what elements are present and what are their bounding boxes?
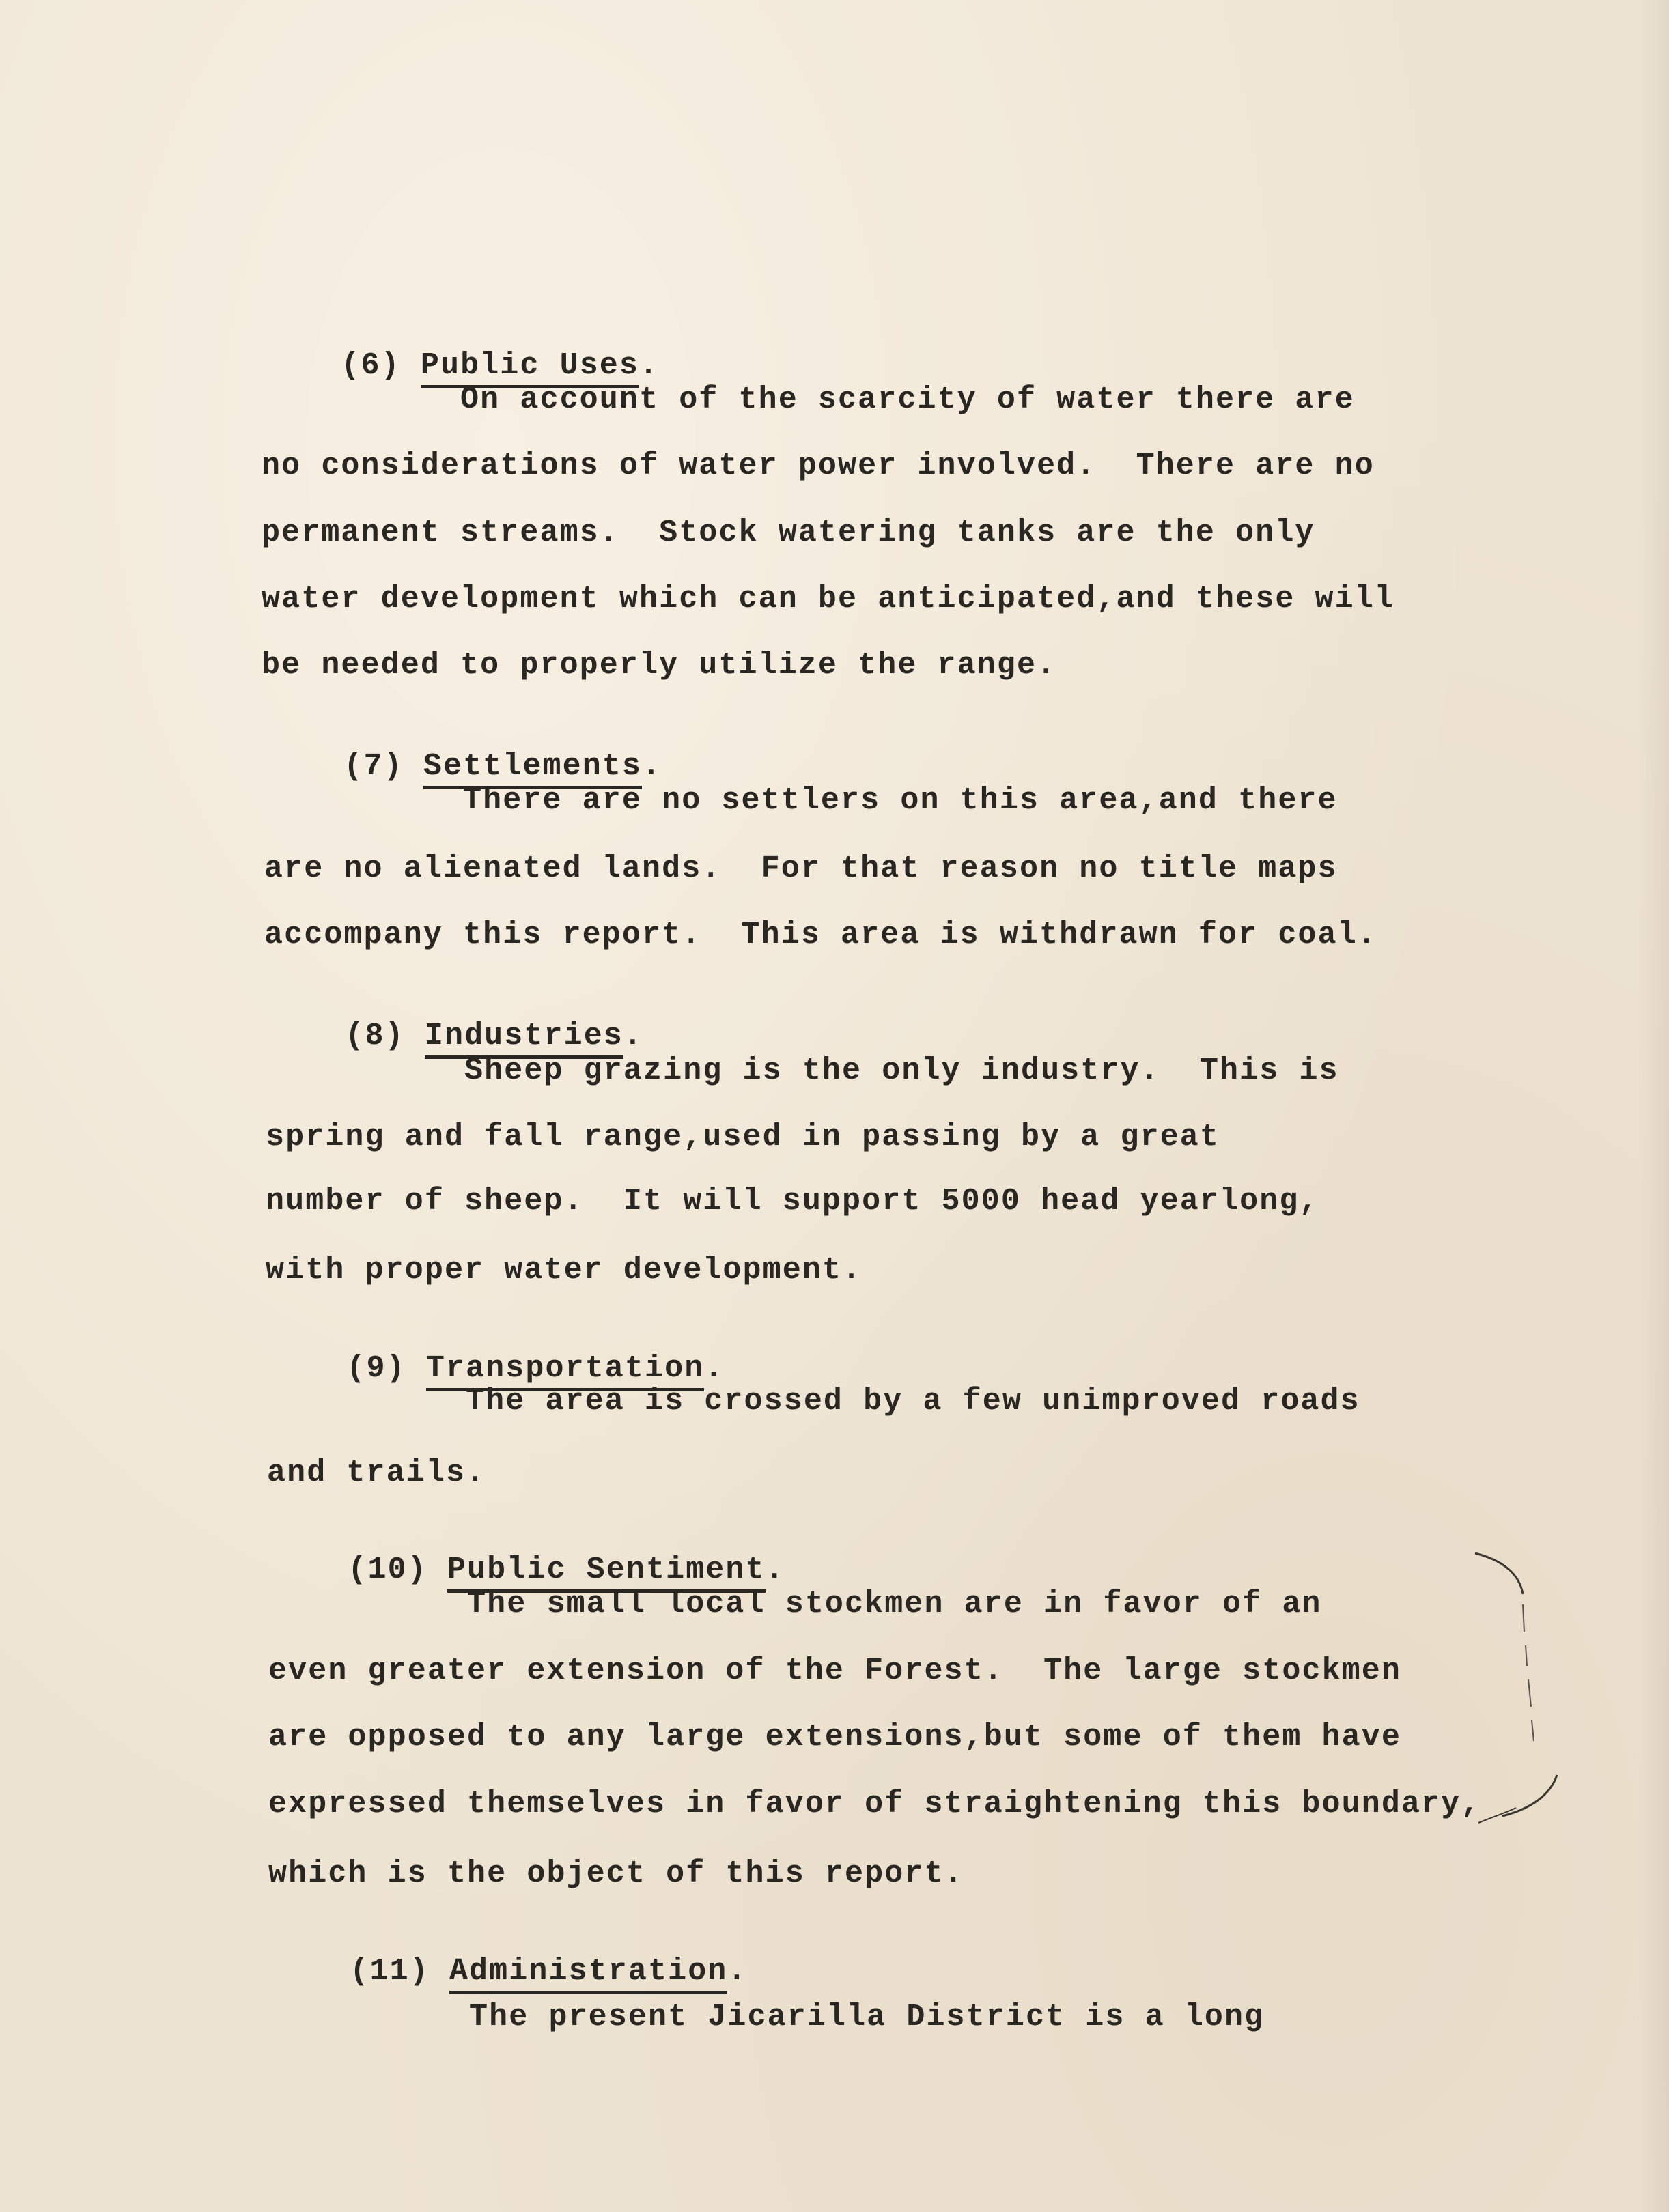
- body-line: Sheep grazing is the only industry. This is: [266, 1053, 1339, 1088]
- heading-number: (9): [346, 1351, 406, 1386]
- body-line: no considerations of water power involved. There are no: [262, 449, 1375, 483]
- heading-title: Public Sentiment: [447, 1552, 766, 1593]
- body-line: On account of the scarcity of water there are: [262, 382, 1355, 417]
- heading-title: Public Uses: [421, 348, 639, 388]
- body-line: The area is crossed by a few unimproved roads: [267, 1384, 1360, 1419]
- heading-title: Transportation: [426, 1351, 704, 1391]
- body-line: even greater extension of the Forest. The large stockmen: [268, 1654, 1401, 1688]
- heading-end: .: [642, 749, 662, 784]
- body-line: with proper water development.: [266, 1253, 862, 1288]
- heading-number: (6): [341, 348, 401, 383]
- body-line: The small local stockmen are in favor of an: [268, 1587, 1322, 1621]
- heading-title: Settlements: [423, 749, 642, 789]
- heading-end: .: [639, 348, 660, 383]
- body-line: expressed themselves in favor of straightening this boundary,: [268, 1787, 1481, 1821]
- heading-number: (11): [350, 1954, 430, 1989]
- heading-end: .: [765, 1552, 785, 1587]
- body-line: are opposed to any large extensions,but some of them have: [268, 1720, 1401, 1755]
- body-line: be needed to properly utilize the range.: [262, 648, 1057, 683]
- body-line: The present Jicarilla District is a long: [270, 2000, 1265, 2034]
- body-line: There are no settlers on this area,and there: [264, 783, 1338, 818]
- body-line: number of sheep. It will support 5000 head yearlong,: [266, 1184, 1319, 1219]
- heading-end: .: [727, 1954, 748, 1989]
- body-line: and trails.: [267, 1456, 486, 1490]
- body-line: are no alienated lands. For that reason no title maps: [264, 851, 1338, 886]
- body-line: which is the object of this report.: [268, 1856, 964, 1891]
- body-line: water development which can be anticipated,and these will: [262, 582, 1394, 616]
- body-line: spring and fall range,used in passing by a great: [266, 1120, 1220, 1154]
- heading-number: (7): [343, 749, 404, 784]
- heading-end: .: [704, 1351, 725, 1386]
- heading-title: Industries: [425, 1019, 623, 1059]
- heading-number: (10): [348, 1552, 427, 1587]
- heading-number: (8): [345, 1019, 405, 1053]
- body-line: accompany this report. This area is withdrawn for coal.: [264, 918, 1377, 952]
- pencil-bracket-mark: [1455, 1536, 1577, 1877]
- page-edge-shadow: [1638, 0, 1669, 2212]
- heading-end: .: [623, 1019, 644, 1053]
- body-line: permanent streams. Stock watering tanks are the only: [262, 515, 1315, 550]
- heading-title: Administration: [449, 1954, 727, 1994]
